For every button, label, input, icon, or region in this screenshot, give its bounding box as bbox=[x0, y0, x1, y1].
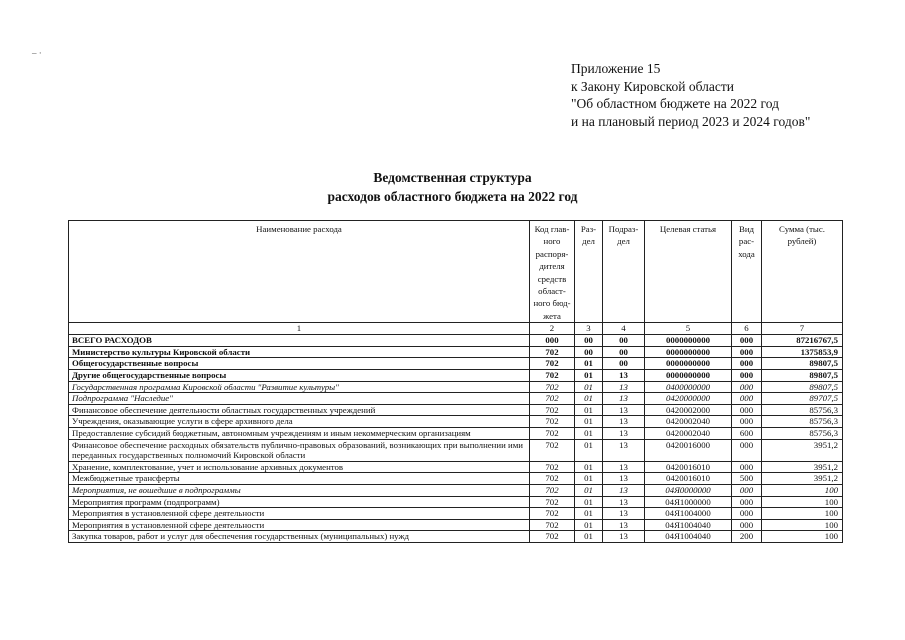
cell-podrazdel: 13 bbox=[603, 381, 645, 393]
cell-sum: 100 bbox=[762, 496, 843, 508]
cell-code: 702 bbox=[530, 519, 575, 531]
cell-code: 000 bbox=[530, 335, 575, 347]
cell-vid: 000 bbox=[732, 335, 762, 347]
header-vid: Вид рас-хода bbox=[732, 221, 762, 323]
cell-sum: 100 bbox=[762, 508, 843, 520]
header-name: Наименование расхода bbox=[69, 221, 530, 323]
cell-sum: 100 bbox=[762, 531, 843, 543]
column-number: 1 bbox=[69, 323, 530, 335]
header-podrazdel: Подраз-дел bbox=[603, 221, 645, 323]
table-row bbox=[69, 484, 843, 496]
table-row bbox=[69, 473, 843, 485]
table-row bbox=[69, 370, 843, 382]
cell-target: 04Я1004040 bbox=[645, 531, 732, 543]
cell-razdel: 01 bbox=[575, 496, 603, 508]
cell-target: 04Я0000000 bbox=[645, 484, 732, 496]
cell-sum: 89807,5 bbox=[762, 358, 843, 370]
header-row bbox=[69, 221, 843, 323]
cell-code: 702 bbox=[530, 508, 575, 520]
cell-code: 702 bbox=[530, 461, 575, 473]
cell-sum: 100 bbox=[762, 484, 843, 496]
cell-razdel: 01 bbox=[575, 370, 603, 382]
cell-sum: 3951,2 bbox=[762, 439, 843, 461]
budget-table bbox=[68, 220, 843, 543]
column-number: 5 bbox=[645, 323, 732, 335]
cell-razdel: 01 bbox=[575, 531, 603, 543]
cell-code: 702 bbox=[530, 393, 575, 405]
cell-podrazdel: 13 bbox=[603, 461, 645, 473]
cell-name: Учреждения, оказывающие услуги в сфере архивного дела bbox=[69, 416, 530, 428]
table-row bbox=[69, 428, 843, 440]
cell-podrazdel: 00 bbox=[603, 358, 645, 370]
cell-name: Финансовое обеспечение расходных обязательств публично-правовых образований, возникающих при выполнении ими переданных государственных полномочий Кировской области bbox=[69, 439, 530, 461]
cell-sum: 87216767,5 bbox=[762, 335, 843, 347]
cell-name: Мероприятия программ (подпрограмм) bbox=[69, 496, 530, 508]
cell-code: 702 bbox=[530, 346, 575, 358]
cell-name: Министерство культуры Кировской области bbox=[69, 346, 530, 358]
cell-name: Хранение, комплектование, учет и использование архивных документов bbox=[69, 461, 530, 473]
appendix-header bbox=[571, 60, 810, 130]
cell-podrazdel: 00 bbox=[603, 335, 645, 347]
cell-podrazdel: 13 bbox=[603, 531, 645, 543]
cell-sum: 89807,5 bbox=[762, 381, 843, 393]
title-line: расходов областного бюджета на 2022 год bbox=[327, 189, 578, 204]
cell-target: 04Я1004040 bbox=[645, 519, 732, 531]
cell-razdel: 01 bbox=[575, 508, 603, 520]
table-row bbox=[69, 416, 843, 428]
cell-vid: 200 bbox=[732, 531, 762, 543]
cell-code: 702 bbox=[530, 496, 575, 508]
cell-vid: 000 bbox=[732, 439, 762, 461]
cell-name: Предоставление субсидий бюджетным, автономным учреждениям и иным некоммерческим организациям bbox=[69, 428, 530, 440]
cell-name: Другие общегосударственные вопросы bbox=[69, 370, 530, 382]
cell-target: 0420016010 bbox=[645, 461, 732, 473]
cell-code: 702 bbox=[530, 370, 575, 382]
table-row bbox=[69, 381, 843, 393]
cell-name: Финансовое обеспечение деятельности областных государственных учреждений bbox=[69, 404, 530, 416]
cell-vid: 000 bbox=[732, 484, 762, 496]
cell-target: 0000000000 bbox=[645, 370, 732, 382]
cell-code: 702 bbox=[530, 404, 575, 416]
cell-podrazdel: 13 bbox=[603, 428, 645, 440]
cell-razdel: 01 bbox=[575, 439, 603, 461]
cell-target: 0420016000 bbox=[645, 439, 732, 461]
cell-podrazdel: 13 bbox=[603, 439, 645, 461]
cell-razdel: 01 bbox=[575, 404, 603, 416]
cell-vid: 000 bbox=[732, 358, 762, 370]
cell-vid: 000 bbox=[732, 404, 762, 416]
cell-razdel: 01 bbox=[575, 461, 603, 473]
cell-sum: 100 bbox=[762, 519, 843, 531]
cell-podrazdel: 13 bbox=[603, 370, 645, 382]
cell-target: 04Я1000000 bbox=[645, 496, 732, 508]
cell-sum: 85756,3 bbox=[762, 404, 843, 416]
cell-razdel: 01 bbox=[575, 519, 603, 531]
table-row bbox=[69, 346, 843, 358]
cell-target: 0420016010 bbox=[645, 473, 732, 485]
column-number-row bbox=[69, 323, 843, 335]
appendix-line: "Об областном бюджете на 2022 год bbox=[571, 96, 779, 111]
cell-podrazdel: 13 bbox=[603, 484, 645, 496]
cell-podrazdel: 13 bbox=[603, 496, 645, 508]
cell-podrazdel: 13 bbox=[603, 404, 645, 416]
column-number: 3 bbox=[575, 323, 603, 335]
cell-vid: 500 bbox=[732, 473, 762, 485]
cell-razdel: 01 bbox=[575, 428, 603, 440]
cell-sum: 85756,3 bbox=[762, 416, 843, 428]
cell-code: 702 bbox=[530, 484, 575, 496]
cell-sum: 3951,2 bbox=[762, 461, 843, 473]
table-row bbox=[69, 335, 843, 347]
cell-sum: 1375853,9 bbox=[762, 346, 843, 358]
cell-code: 702 bbox=[530, 416, 575, 428]
cell-sum: 89707,5 bbox=[762, 393, 843, 405]
table-row bbox=[69, 358, 843, 370]
cell-razdel: 01 bbox=[575, 416, 603, 428]
cell-code: 702 bbox=[530, 381, 575, 393]
cell-target: 0420002000 bbox=[645, 404, 732, 416]
document-title bbox=[0, 168, 905, 206]
cell-vid: 000 bbox=[732, 496, 762, 508]
table-body bbox=[69, 335, 843, 543]
cell-name: Межбюджетные трансферты bbox=[69, 473, 530, 485]
cell-name: Общегосударственные вопросы bbox=[69, 358, 530, 370]
table-row bbox=[69, 496, 843, 508]
table-row bbox=[69, 439, 843, 461]
table-row bbox=[69, 531, 843, 543]
cell-vid: 000 bbox=[732, 381, 762, 393]
table-row bbox=[69, 404, 843, 416]
cell-target: 0420002040 bbox=[645, 416, 732, 428]
cell-vid: 000 bbox=[732, 393, 762, 405]
header-code: Код глав-ного распоря-дителя средств област-ного бюд-жета bbox=[530, 221, 575, 323]
table-row bbox=[69, 393, 843, 405]
table-row bbox=[69, 519, 843, 531]
column-number: 2 bbox=[530, 323, 575, 335]
cell-vid: 600 bbox=[732, 428, 762, 440]
cell-razdel: 01 bbox=[575, 358, 603, 370]
cell-target: 04Я1004000 bbox=[645, 508, 732, 520]
cell-razdel: 01 bbox=[575, 473, 603, 485]
cell-target: 0420000000 bbox=[645, 393, 732, 405]
cell-sum: 85756,3 bbox=[762, 428, 843, 440]
column-number: 4 bbox=[603, 323, 645, 335]
cell-vid: 000 bbox=[732, 416, 762, 428]
cell-name: Мероприятия в установленной сфере деятельности bbox=[69, 519, 530, 531]
cell-name: Подпрограмма "Наследие" bbox=[69, 393, 530, 405]
title-line: Ведомственная структура bbox=[373, 170, 532, 185]
appendix-line: и на плановый период 2023 и 2024 годов" bbox=[571, 113, 811, 129]
cell-target: 0000000000 bbox=[645, 346, 732, 358]
cell-name: Мероприятия, не вошедшие в подпрограммы bbox=[69, 484, 530, 496]
cell-sum: 3951,2 bbox=[762, 473, 843, 485]
header-sum: Сумма (тыс. рублей) bbox=[762, 221, 843, 323]
cell-razdel: 01 bbox=[575, 393, 603, 405]
cell-code: 702 bbox=[530, 358, 575, 370]
cell-name: Мероприятия в установленной сфере деятельности bbox=[69, 508, 530, 520]
cell-podrazdel: 13 bbox=[603, 416, 645, 428]
cell-razdel: 00 bbox=[575, 346, 603, 358]
cell-name: Государственная программа Кировской области "Развитие культуры" bbox=[69, 381, 530, 393]
cell-name: ВСЕГО РАСХОДОВ bbox=[69, 335, 530, 347]
appendix-line: к Закону Кировской области bbox=[571, 78, 735, 94]
cell-vid: 000 bbox=[732, 370, 762, 382]
cell-target: 0000000000 bbox=[645, 335, 732, 347]
appendix-line: Приложение 15 bbox=[571, 61, 661, 76]
cell-vid: 000 bbox=[732, 519, 762, 531]
cell-podrazdel: 13 bbox=[603, 519, 645, 531]
cell-podrazdel: 13 bbox=[603, 473, 645, 485]
header-target: Целевая статья bbox=[645, 221, 732, 323]
cell-vid: 000 bbox=[732, 346, 762, 358]
table-row bbox=[69, 508, 843, 520]
scan-speck: – · bbox=[32, 48, 42, 58]
header-razdel: Раз-дел bbox=[575, 221, 603, 323]
cell-razdel: 01 bbox=[575, 381, 603, 393]
cell-vid: 000 bbox=[732, 508, 762, 520]
column-number: 6 bbox=[732, 323, 762, 335]
table-row bbox=[69, 461, 843, 473]
cell-vid: 000 bbox=[732, 461, 762, 473]
cell-code: 702 bbox=[530, 439, 575, 461]
column-number: 7 bbox=[762, 323, 843, 335]
cell-sum: 89807,5 bbox=[762, 370, 843, 382]
cell-code: 702 bbox=[530, 428, 575, 440]
cell-code: 702 bbox=[530, 531, 575, 543]
cell-target: 0420002040 bbox=[645, 428, 732, 440]
cell-razdel: 01 bbox=[575, 484, 603, 496]
cell-podrazdel: 00 bbox=[603, 346, 645, 358]
cell-code: 702 bbox=[530, 473, 575, 485]
cell-podrazdel: 13 bbox=[603, 393, 645, 405]
cell-razdel: 00 bbox=[575, 335, 603, 347]
cell-name: Закупка товаров, работ и услуг для обеспечения государственных (муниципальных) нужд bbox=[69, 531, 530, 543]
cell-target: 0400000000 bbox=[645, 381, 732, 393]
cell-target: 0000000000 bbox=[645, 358, 732, 370]
cell-podrazdel: 13 bbox=[603, 508, 645, 520]
